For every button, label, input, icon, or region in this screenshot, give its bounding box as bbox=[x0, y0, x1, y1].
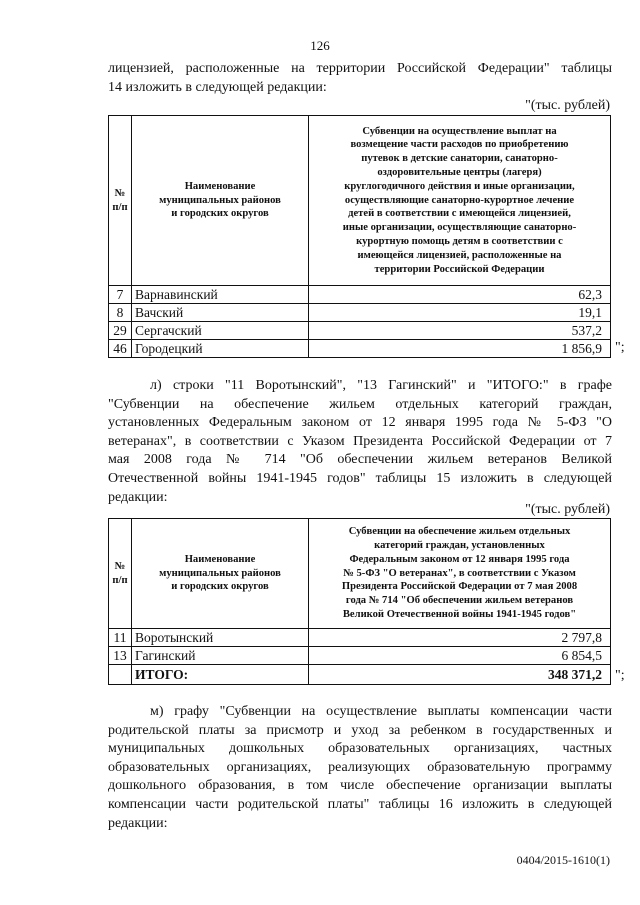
row-name: Гагинский bbox=[132, 647, 309, 665]
total-label: ИТОГО: bbox=[132, 665, 309, 685]
row-num: 11 bbox=[109, 629, 132, 647]
row-name: Варнавинский bbox=[132, 286, 309, 304]
row-num: 8 bbox=[109, 304, 132, 322]
row-num: 13 bbox=[109, 647, 132, 665]
table-header-row bbox=[109, 116, 611, 286]
paragraph-line: родительской платы за присмотр и уход за ребенком в государственных и bbox=[108, 722, 612, 738]
header-num: № п/п bbox=[109, 116, 132, 286]
header-value: Субвенции на осуществление выплат на возмещение части расходов по приобретению путевок в детские санатории, санаторно- оздоровительные центры (лагеря) круглогодичного действия и иные организации, осуществляющие санаторно-курортное лечение детей в соответствии с имеющейся лицензией, иные организации, осуществляющие санаторно- курортную помощь детям в соответствии с имеющейся лицензией, расположенные на территории Российской Федерации bbox=[309, 116, 611, 286]
table-header-row bbox=[109, 519, 611, 629]
row-value: 6 854,5 bbox=[309, 647, 611, 665]
paragraph-line: редакции: bbox=[108, 489, 168, 505]
page-number: 126 bbox=[310, 38, 330, 53]
paragraph-line: Отечественной войны 1941-1945 годов" таблицы 15 изложить в следующей bbox=[108, 470, 612, 486]
table2-unit-label: "(тыс. рублей) bbox=[525, 502, 610, 517]
row-value: 537,2 bbox=[309, 322, 611, 340]
table-row bbox=[109, 286, 611, 304]
intro-paragraph bbox=[108, 60, 612, 97]
paragraph-line: лицензией, расположенные на территории Российской Федерации" таблицы bbox=[108, 61, 612, 76]
row-value: 62,3 bbox=[309, 286, 611, 304]
paragraph-line: редакции: bbox=[108, 815, 168, 831]
paragraph-line: ветеранах", в соответствии с Указом Президента Российской Федерации от 7 bbox=[108, 433, 612, 449]
row-value: 2 797,8 bbox=[309, 629, 611, 647]
paragraph-line: муниципальных дошкольных образовательных организациях, частных bbox=[108, 741, 612, 757]
row-value: 19,1 bbox=[309, 304, 611, 322]
document-code: 0404/2015-1610(1) bbox=[516, 853, 610, 867]
table-row bbox=[109, 629, 611, 647]
total-row bbox=[109, 665, 611, 685]
table-row bbox=[109, 304, 611, 322]
paragraph-line: образовательных организациях, реализующих образовательную программу bbox=[108, 759, 612, 775]
row-value: 1 856,9 bbox=[309, 340, 611, 358]
paragraph-line: "Субвенции на обеспечение жильем отдельных категорий граждан, bbox=[108, 396, 612, 412]
paragraph-line: мая 2008 года № 714 "Об обеспечении жильем ветеранов Великой bbox=[108, 452, 612, 468]
table2-end-mark: "; bbox=[615, 668, 625, 683]
table-14 bbox=[108, 115, 611, 358]
total-num bbox=[109, 665, 132, 685]
table-row bbox=[109, 647, 611, 665]
paragraph-line: л) строки "11 Воротынский", "13 Гагинский" и "ИТОГО:" в графе bbox=[150, 378, 612, 393]
header-value: Субвенции на обеспечение жильем отдельных категорий граждан, установленных Федеральным законом от 12 января 1995 года № 5-ФЗ "О ветеранах", в соответствии с Указом Президента Российской Федерации от 7 мая 2008 года № 714 "Об обеспечении жильем ветеранов Великой Отечественной войны 1941-1945 годов" bbox=[309, 519, 611, 629]
row-num: 29 bbox=[109, 322, 132, 340]
paragraph-line: установленных Федеральным законом от 12 января 1995 года № 5-ФЗ "О bbox=[108, 415, 612, 431]
row-name: Воротынский bbox=[132, 629, 309, 647]
paragraph-line: м) графу "Субвенции на осуществление выплаты компенсации части bbox=[150, 704, 612, 719]
header-name: Наименование муниципальных районов и городских округов bbox=[132, 116, 309, 286]
header-num: № п/п bbox=[109, 519, 132, 629]
row-name: Сергачский bbox=[132, 322, 309, 340]
paragraph-m bbox=[108, 703, 612, 833]
table-row bbox=[109, 340, 611, 358]
total-value: 348 371,2 bbox=[309, 665, 611, 685]
row-num: 46 bbox=[109, 340, 132, 358]
paragraph-l bbox=[108, 377, 612, 507]
row-num: 7 bbox=[109, 286, 132, 304]
table-row bbox=[109, 322, 611, 340]
paragraph-line: дошкольного образования, в том числе обеспечение организации выплаты bbox=[108, 778, 612, 794]
paragraph-line: компенсации части родительской платы" таблицы 16 изложить в следующей bbox=[108, 796, 612, 812]
table-15 bbox=[108, 518, 611, 685]
table1-end-mark: "; bbox=[615, 340, 625, 355]
header-name: Наименование муниципальных районов и городских округов bbox=[132, 519, 309, 629]
table1-unit-label: "(тыс. рублей) bbox=[525, 98, 610, 113]
row-name: Вачский bbox=[132, 304, 309, 322]
row-name: Городецкий bbox=[132, 340, 309, 358]
paragraph-line: 14 изложить в следующей редакции: bbox=[108, 79, 327, 95]
